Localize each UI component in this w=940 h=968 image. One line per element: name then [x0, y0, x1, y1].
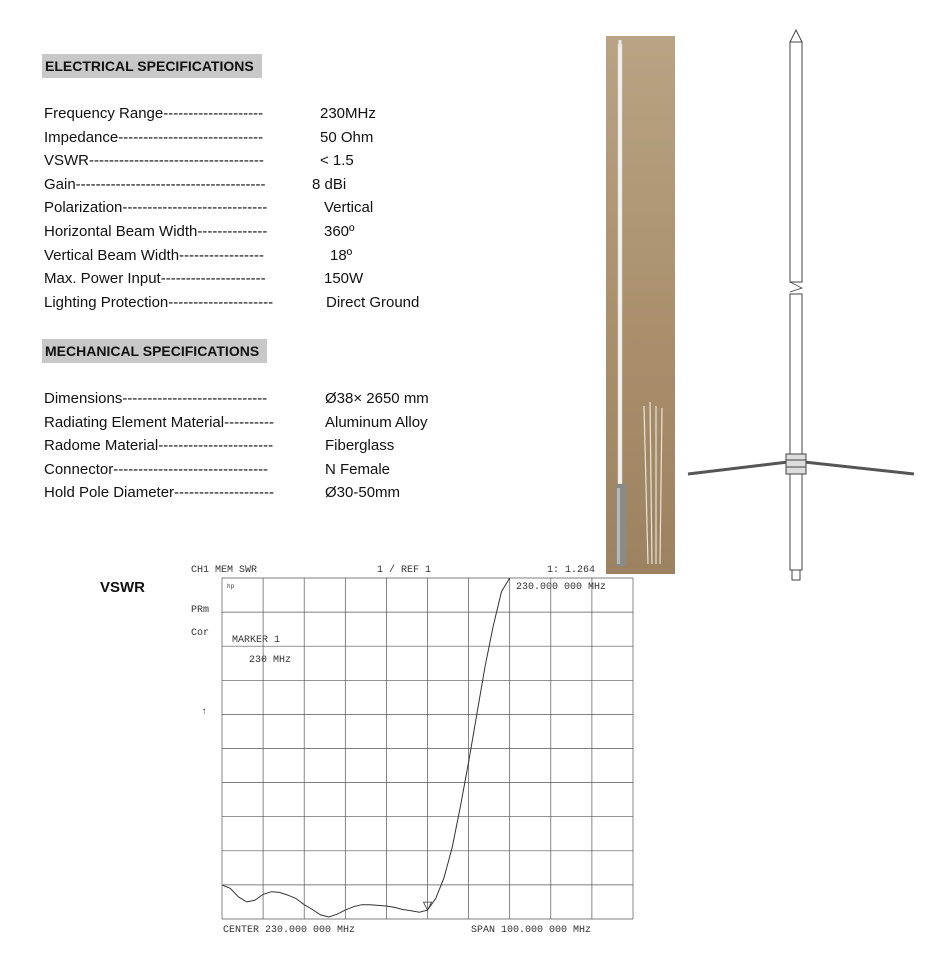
spec-label: Gain--------------------------------------	[44, 175, 266, 193]
vswr-trace	[222, 578, 510, 917]
spec-label: Polarization-----------------------------	[44, 199, 268, 217]
chart-footer-left: CENTER 230.000 000 MHz	[223, 925, 356, 936]
spec-label: Horizontal Beam Width--------------	[44, 223, 268, 240]
spec-label: Hold Pole Diameter--------------------	[44, 484, 274, 502]
spec-label: Frequency Range--------------------	[44, 105, 264, 122]
chart-marker-freq-readout: 230.000 000 MHz	[516, 582, 607, 593]
spec-value: 50 Ohm	[320, 128, 374, 146]
spec-label: Lighting Protection---------------------	[44, 293, 274, 311]
chart-side-label-prm: PRm	[191, 605, 210, 616]
antenna-photo	[606, 36, 675, 574]
spec-value: Ø38× 2650 mm	[325, 390, 429, 407]
spec-value: 18º	[330, 246, 353, 264]
spec-label: Impedance-----------------------------	[44, 128, 264, 146]
chart-header-left: CH1 MEM SWR	[191, 565, 258, 576]
electrical-specs-title: ELECTRICAL SPECIFICATIONS	[42, 54, 262, 78]
spec-value: 360º	[324, 223, 355, 240]
spec-label: Radome Material-----------------------	[44, 437, 274, 455]
spec-value: 230MHz	[320, 105, 376, 122]
antenna-drawing	[686, 26, 916, 596]
chart-footer-right: SPAN 100.000 000 MHz	[471, 925, 592, 936]
spec-label: Max. Power Input---------------------	[44, 270, 266, 288]
spec-label: Connector-------------------------------	[44, 460, 269, 478]
spec-value: < 1.5	[320, 152, 354, 170]
spec-label: Radiating Element Material----------	[44, 413, 275, 431]
spec-label: VSWR-----------------------------------	[44, 152, 264, 170]
mechanical-specs-title: MECHANICAL SPECIFICATIONS	[42, 339, 267, 363]
chart-header-mid: 1 / REF 1	[377, 565, 432, 576]
spec-value: Aluminum Alloy	[325, 413, 428, 431]
chart-marker-sub: 230 MHz	[249, 655, 292, 666]
spec-value: Ø30-50mm	[325, 484, 401, 502]
spec-value: Fiberglass	[325, 437, 395, 455]
spec-value: 8 dBi	[312, 175, 347, 193]
spec-label: Vertical Beam Width-----------------	[44, 246, 264, 264]
spec-value: Vertical	[324, 199, 374, 217]
vswr-chart-label: VSWR	[100, 579, 145, 596]
spec-value: 150W	[324, 270, 364, 288]
spec-value: Direct Ground	[326, 293, 420, 311]
chart-side-label-hp: hp	[227, 583, 235, 590]
vswr-chart	[185, 556, 640, 946]
spec-value: N Female	[325, 460, 391, 478]
chart-marker-label: MARKER 1	[232, 635, 281, 646]
chart-marker-readout: 1: 1.264	[547, 565, 596, 576]
chart-side-label-arrow: ↑	[201, 707, 208, 718]
chart-side-label-cor: Cor	[191, 628, 210, 639]
spec-label: Dimensions-----------------------------	[44, 390, 268, 407]
chart-grid	[222, 578, 633, 919]
